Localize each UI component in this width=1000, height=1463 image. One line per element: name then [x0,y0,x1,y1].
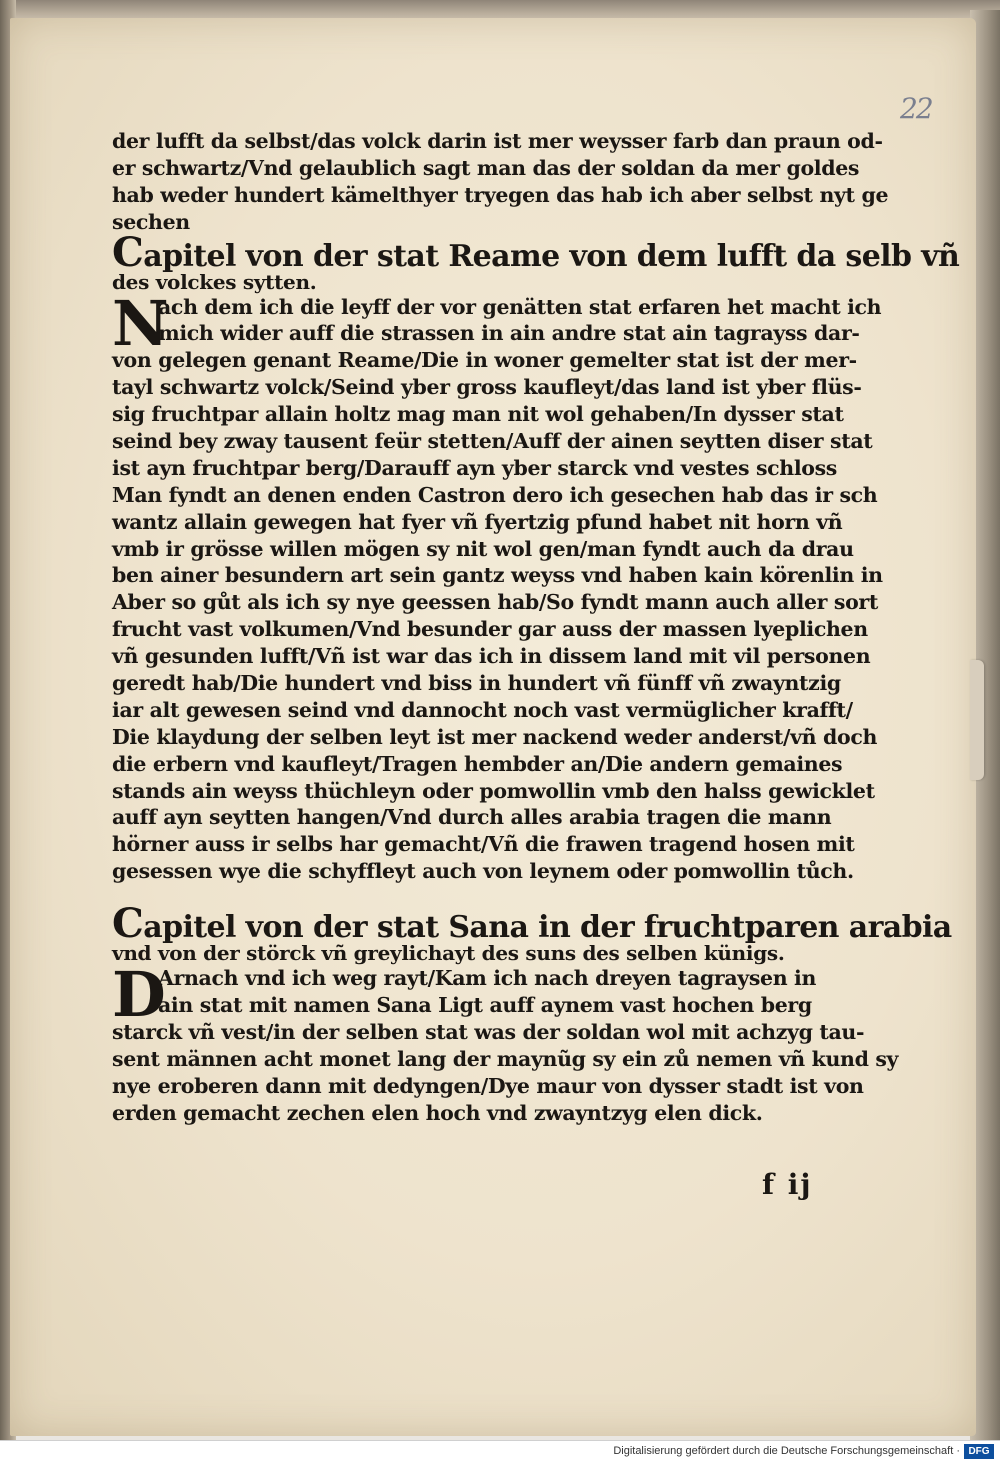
text-line: sechen [112,209,190,234]
footer-credit: Digitalisierung gefördert durch die Deutsche Forschungsgemeinschaft · [613,1445,960,1457]
section-spacer [112,885,872,907]
chapter1-heading-initial: C [112,228,144,276]
text-line: gesessen wye die schyffleyt auch von leynem oder pomwollin tůch. [112,859,854,884]
text-line: ain stat mit namen Sana Ligt auff aynem vast hochen berg [158,993,812,1018]
text-line: wantz allain gewegen hat fyer vñ fyertzig pfund habet nit horn vñ [112,509,843,534]
text-line: erden gemacht zechen elen hoch vnd zwayntzyg elen dick. [112,1100,763,1125]
text-line: geredt hab/Die hundert vnd biss in hundert vñ fünff vñ zwayntzig [112,671,841,696]
text-line: vñ gesunden lufft/Vñ ist war das ich in dissem land mit vil personen [112,644,871,669]
text-line: ben ainer besundern art sein gantz weyss vnd haben kain körenlin in [112,563,883,588]
text-line: Man fyndt an denen enden Castron dero ich gesechen hab das ir sch [112,482,878,507]
text-line: die erbern vnd kaufleyt/Tragen hembder an/Die andern gemaines [112,751,843,776]
signature-mark: f ij [762,1168,813,1201]
text-line: hörner auss ir selbs har gemacht/Vñ die frawen tragend hosen mit [112,832,855,857]
text-line: sent männen acht monet lang der maynũg sy ein zů nemen vñ kund sy [112,1046,899,1071]
text-line: iar alt gewesen seind vnd dannocht noch vast vermüglicher krafft/ [112,697,853,722]
chapter2-dropcap: D [112,958,166,1032]
chapter1-body [112,286,883,886]
text-line: Aber so gůt als ich sy nye geessen hab/So fyndt mann auch aller sort [112,590,879,615]
chapter2-heading-line2: vnd von der störck vñ greylichayt des suns des selben künigs. [112,941,785,966]
text-block [112,128,960,1127]
page-tab-marker [970,660,984,780]
text-line: Die klaydung der selben leyt ist mer nackend weder anderst/vñ doch [112,724,878,749]
text-line: er schwartz/Vnd gelaublich sagt man das der soldan da mer goldes [112,155,860,180]
text-line: Arnach vnd ich weg rayt/Kam ich nach dreyen tagraysen in [158,966,817,991]
text-line: sig fruchtpar allain holtz mag man nit wol gehaben/In dysser stat [112,402,844,427]
text-line: frucht vast volkumen/Vnd besunder gar auss der massen lyeplichen [112,617,868,642]
text-line: ach dem ich die leyff der vor genätten stat erfaren het macht ich [158,294,882,319]
text-line: hab weder hundert kämelthyer tryegen das hab ich aber selbst nyt ge [112,182,889,207]
section-intro [112,128,889,236]
chapter2-heading-text: apitel von der stat Sana in der fruchtparen arabia [143,910,952,946]
text-line: tayl schwartz volck/Seind yber gross kaufleyt/das land ist yber flüs- [112,375,862,400]
text-line: nye eroberen dann mit dedyngen/Dye maur von dysser stadt ist von [112,1073,864,1098]
text-line: der lufft da selbst/das volck darin ist mer weysser farb dan praun od- [112,129,883,153]
text-line: stands ain weyss thüchleyn oder pomwollin vmb den halss gewicklet [112,778,875,803]
text-line: mich wider auff die strassen in ain andre stat ain tagrayss dar- [158,321,860,346]
folio-number: 22 [900,92,932,125]
dfg-logo[interactable]: DFG [964,1444,994,1459]
text-line: von gelegen genant Reame/Die in woner gemelter stat ist der mer- [112,348,857,373]
chapter1-heading-line2: des volckes sytten. [112,269,317,294]
chapter1-dropcap: N [112,286,169,360]
chapter2-heading [112,900,952,948]
text-line: auff ayn seytten hangen/Vnd durch alles arabia tragen die mann [112,805,832,830]
text-line: vmb ir grösse willen mögen sy nit wol gen/man fyndt auch da drau [112,536,854,561]
footer-bar [0,1440,1000,1463]
text-line: starck vñ vest/in der selben stat was der soldan wol mit achzyg tau- [112,1019,865,1044]
chapter1-heading-text: apitel von der stat Reame von dem lufft da selb vñ [143,238,960,274]
chapter2-heading-initial: C [112,900,144,948]
chapter2-body [112,958,899,1126]
text-line: seind bey zway tausent feür stetten/Auff der ainen seytten diser stat [112,429,873,454]
text-line: ist ayn fruchtpar berg/Darauff ayn yber starck vnd vestes schloss [112,455,838,480]
chapter1-heading [112,228,960,276]
